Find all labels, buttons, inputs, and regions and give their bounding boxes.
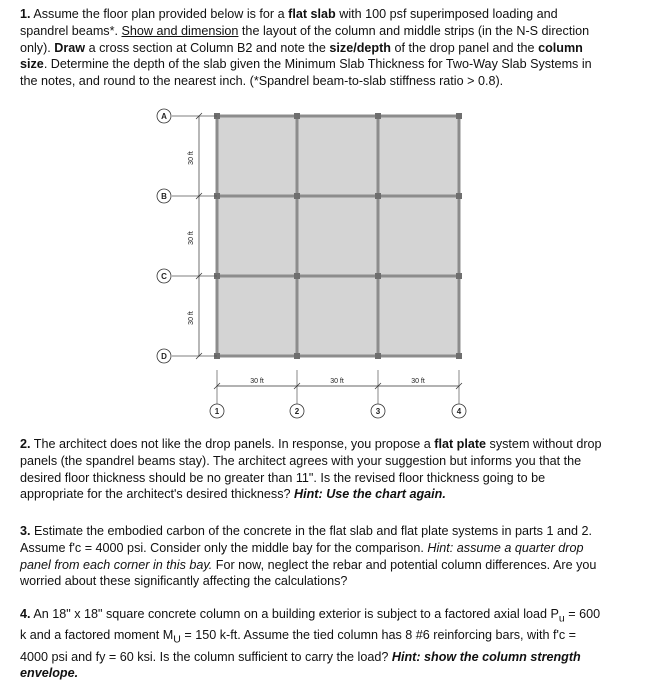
column-a3: [375, 113, 381, 119]
problem-3-number: 3.: [20, 524, 31, 538]
column-c3: [375, 273, 381, 279]
grid-label-c: C: [161, 272, 167, 281]
dim-label-3-4: 30 ft: [411, 378, 425, 385]
slab-area: [217, 116, 459, 356]
grid-label-2: 2: [294, 407, 300, 416]
column-a4: [456, 113, 462, 119]
column-d2: [294, 353, 300, 359]
problem-2-text: 2. The architect does not like the drop panels. In response, you propose a flat plate system without drop panels (the spandrel beams stay). The architect agrees with your suggestion but informs you that the desired floor thickness should be no greater than 11". Is the revised floor thickness going to be appropriate for the architect's desired thickness? Hint: Use the chart again.: [20, 437, 602, 502]
problem-4-text: 4. An 18" x 18" square concrete column on a building exterior is subject to a factored axial load $P_u = 600$ k and a factored moment $M_U = 150$ k-ft. Assume the tied column has 8 #6 reinforcing bars, with f'c = 4000 psi and fy = 60 ksi. Is the column sufficient to carry the load? Hint: show the column strength envelope.: [20, 607, 601, 681]
dim-label-b-c: 30 ft: [188, 231, 195, 245]
grid-label-4: 4: [456, 407, 462, 416]
column-b3: [375, 193, 381, 199]
column-a2: [294, 113, 300, 119]
grid-label-3: 3: [375, 407, 381, 416]
dim-label-1-2: 30 ft: [250, 378, 264, 385]
problem-2-number: 2.: [20, 437, 31, 451]
grid-label-1: 1: [214, 407, 220, 416]
dim-label-a-b: 30 ft: [188, 151, 195, 165]
column-d3: [375, 353, 381, 359]
grid-label-a: A: [161, 112, 167, 121]
vertical-dimension-line: [196, 113, 202, 359]
grid-label-d: D: [161, 352, 167, 361]
problem-1-text: 1. Assume the floor plan provided below is for a flat slab with 100 psf superimposed loading and spandrel beams*. Show and dimension the layout of the column and middle strips (in the N-S direction only). Draw a cross section at Column B2 and note the size/depth of the drop panel and the column size. Determine the depth of the slab given the Minimum Slab Thickness for Two-Way Slab Systems in the notes, and round to the nearest inch. (*Spandrel beam-to-slab stiffness ratio > 0.8).: [20, 7, 592, 89]
problem-1-number: 1.: [20, 7, 31, 21]
problem-4-number: 4.: [20, 607, 31, 621]
column-c4: [456, 273, 462, 279]
dim-label-c-d: 30 ft: [188, 311, 195, 325]
column-b4: [456, 193, 462, 199]
problem-3-text: 3. Estimate the embodied carbon of the concrete in the flat slab and flat plate systems in parts 1 and 2. Assume f'c = 4000 psi. Consider only the middle bay for the comparison. Hint: assume a quarter drop panel from each corner in this bay. For now, neglect the rebar and potential column differences. Are you worried about these significantly affecting the calculations?: [20, 524, 597, 589]
column-b2: [294, 193, 300, 199]
column-c2: [294, 273, 300, 279]
grid-label-b: B: [161, 192, 167, 201]
column-d4: [456, 353, 462, 359]
dim-label-2-3: 30 ft: [330, 378, 344, 385]
